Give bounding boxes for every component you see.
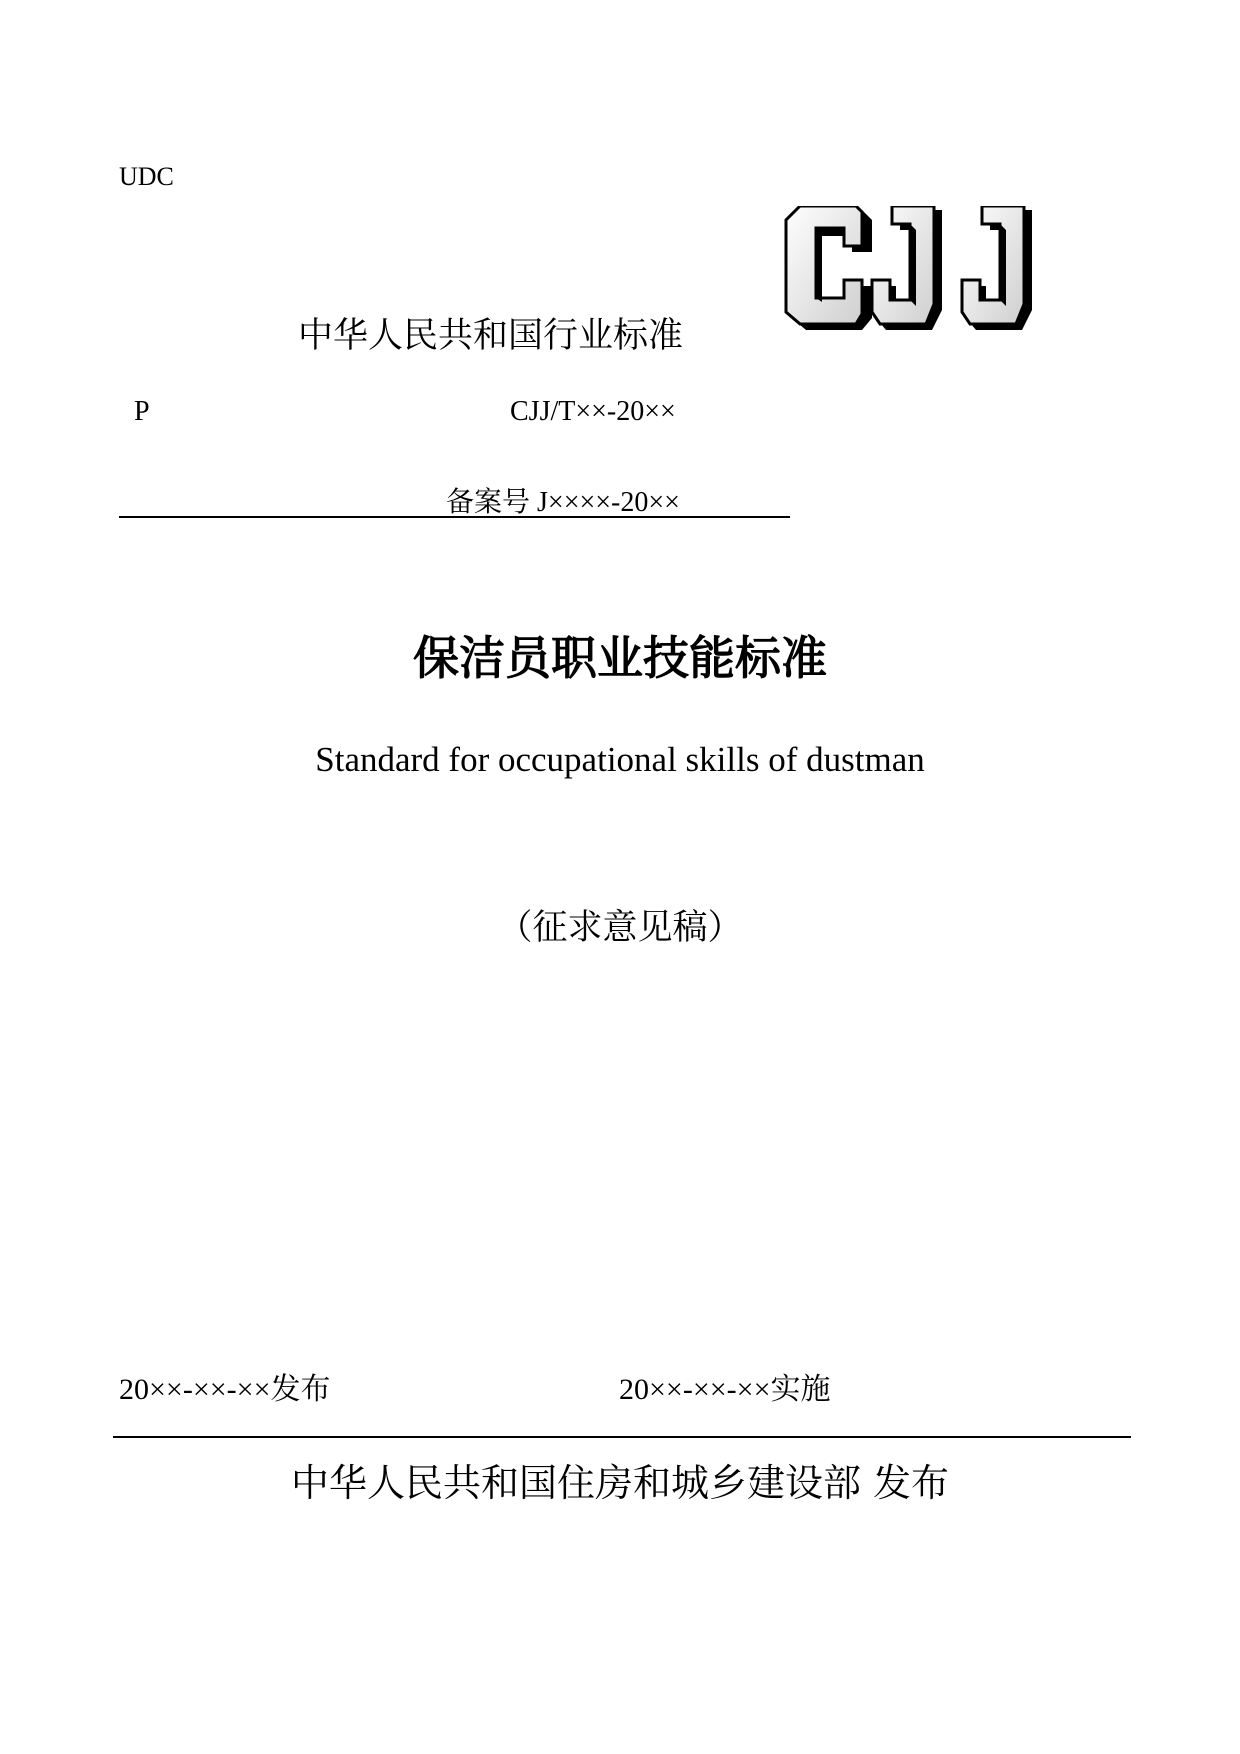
draft-status-note: （征求意见稿） xyxy=(497,908,743,947)
record-number-row xyxy=(119,470,790,518)
document-title-english: Standard for occupational skills of dustman xyxy=(315,740,925,779)
classification-code: P xyxy=(134,396,150,427)
standard-number: CJJ/T××-20×× xyxy=(510,396,676,427)
footer-divider xyxy=(113,1436,1131,1438)
document-title-chinese: 保洁员职业技能标准 xyxy=(413,631,827,685)
record-number: 备案号 J××××-20×× xyxy=(446,487,680,518)
cjj-logo xyxy=(776,206,1034,336)
publisher-line: 中华人民共和国住房和城乡建设部 发布 xyxy=(290,1461,950,1505)
udc-label: UDC xyxy=(119,162,174,191)
issue-date: 20××-××-××发布 xyxy=(119,1373,331,1406)
industry-standard-heading: 中华人民共和国行业标准 xyxy=(298,316,684,356)
effective-date: 20××-××-××实施 xyxy=(619,1373,831,1406)
